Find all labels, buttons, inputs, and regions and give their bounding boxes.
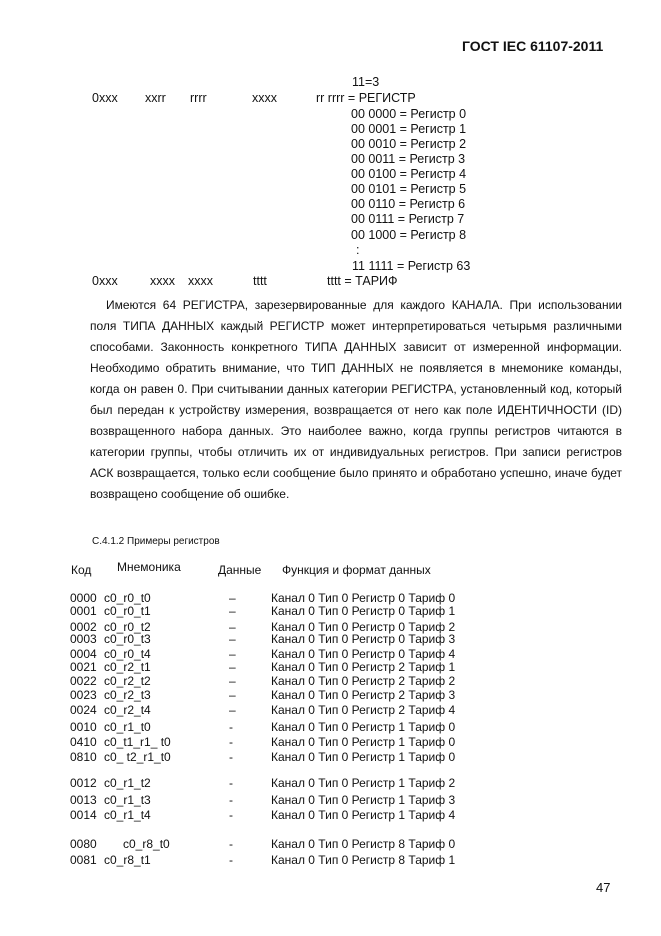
row-data: – bbox=[229, 620, 236, 634]
row-data: – bbox=[229, 674, 236, 688]
row-code: 0080 bbox=[70, 837, 97, 851]
row-function: Канал 0 Тип 0 Регистр 2 Тариф 2 bbox=[271, 674, 456, 688]
row-mnemonic: c0_r0_t2 bbox=[104, 620, 151, 634]
row-function: Канал 0 Тип 0 Регистр 0 Тариф 3 bbox=[271, 632, 456, 646]
row-function: Канал 0 Тип 0 Регистр 1 Тариф 2 bbox=[271, 776, 456, 790]
row-mnemonic: c0_r8_t1 bbox=[104, 853, 151, 867]
document-standard-code: ГОСТ IEC 61107-2011 bbox=[462, 38, 604, 54]
row-function: Канал 0 Тип 0 Регистр 2 Тариф 3 bbox=[271, 688, 456, 702]
row-data: – bbox=[229, 632, 236, 646]
row-function: Канал 0 Тип 0 Регистр 2 Тариф 4 bbox=[271, 703, 456, 717]
tariff-field-1: 0xxx bbox=[92, 274, 118, 288]
row-code: 0010 bbox=[70, 720, 97, 734]
register-line: 00 0000 = Регистр 0 bbox=[351, 107, 467, 121]
reg-field-2: xxrr bbox=[145, 91, 166, 105]
row-mnemonic: c0_r2_t2 bbox=[104, 674, 151, 688]
row-function: Канал 0 Тип 0 Регистр 8 Тариф 1 bbox=[271, 853, 456, 867]
row-data: - bbox=[229, 776, 233, 790]
row-data: - bbox=[229, 793, 233, 807]
register-line: 00 0110 = Регистр 6 bbox=[351, 197, 466, 211]
row-function: Канал 0 Тип 0 Регистр 1 Тариф 3 bbox=[271, 793, 456, 807]
body-paragraph: Имеются 64 РЕГИСТРА, зарезервированные для каждого КАНАЛА. При использовании поля ТИПА ДАННЫХ каждый РЕГИСТР может интерпретироваться четырьмя различными способами. Законность конкретного ТИПА ДАННЫХ зависит от измеренной информации. Необходимо обратить внимание, что ТИП ДАННЫХ не появляется в мнемонике команды, когда он равен 0. При считывании данных категории РЕГИСТРА, установленный код, который был передан к устройству измерения, возвращается от него как поле ИДЕНТИЧНОСТИ (ID) возвращенного набора данных. Это наиболее важно, когда группы регистров читаются в категории группы, чтобы отличить их от индивидуальных регистров. При записи регистров АСК возвращается, только если сообщение было принято и обработано успешно, иначе будет возвращено сообщение об ошибке. bbox=[90, 298, 622, 501]
row-mnemonic: c0_r2_t1 bbox=[104, 660, 151, 674]
row-data: – bbox=[229, 688, 236, 702]
subsection-title: С.4.1.2 Примеры регистров bbox=[92, 536, 220, 547]
row-data: – bbox=[229, 591, 236, 605]
row-data: – bbox=[229, 604, 236, 618]
row-data: - bbox=[229, 735, 233, 749]
row-mnemonic: c0_r1_t3 bbox=[104, 793, 151, 807]
row-mnemonic: c0_r1_t2 bbox=[104, 776, 151, 790]
row-data: - bbox=[229, 808, 233, 822]
row-data: – bbox=[229, 647, 236, 661]
row-data: - bbox=[229, 837, 233, 851]
row-mnemonic: c0_r2_t3 bbox=[104, 688, 151, 702]
row-code: 0014 bbox=[70, 808, 97, 822]
row-function: Канал 0 Тип 0 Регистр 8 Тариф 0 bbox=[271, 837, 456, 851]
register-line: 00 0010 = Регистр 2 bbox=[351, 137, 467, 151]
tariff-field-tariff: tttt = ТАРИФ bbox=[327, 274, 398, 288]
row-data: – bbox=[229, 703, 236, 717]
register-line: 00 0011 = Регистр 3 bbox=[351, 152, 466, 166]
register-line: 00 0111 = Регистр 7 bbox=[351, 212, 465, 226]
row-code: 0002 bbox=[70, 620, 97, 634]
page-number: 47 bbox=[596, 880, 611, 895]
row-code: 0003 bbox=[70, 632, 97, 646]
row-function: Канал 0 Тип 0 Регистр 1 Тариф 0 bbox=[271, 750, 456, 764]
row-function: Канал 0 Тип 0 Регистр 0 Тариф 2 bbox=[271, 620, 456, 634]
row-code: 0000 bbox=[70, 591, 97, 605]
row-function: Канал 0 Тип 0 Регистр 0 Тариф 4 bbox=[271, 647, 456, 661]
row-data: – bbox=[229, 660, 236, 674]
reg-field-3: rrrr bbox=[190, 91, 207, 105]
row-code: 0081 bbox=[70, 853, 97, 867]
row-function: Канал 0 Тип 0 Регистр 0 Тариф 0 bbox=[271, 591, 456, 605]
row-mnemonic: c0_ t2_r1_t0 bbox=[104, 750, 171, 764]
register-line-last: 11 1111 = Регистр 63 bbox=[352, 259, 471, 273]
row-mnemonic: c0_r1_t4 bbox=[104, 808, 151, 822]
row-code: 0810 bbox=[70, 750, 97, 764]
row-function: Канал 0 Тип 0 Регистр 1 Тариф 0 bbox=[271, 735, 456, 749]
row-code: 0013 bbox=[70, 793, 97, 807]
value-11-eq-3: 11=3 bbox=[352, 75, 380, 89]
register-line: 00 0101 = Регистр 5 bbox=[351, 182, 467, 196]
row-data: - bbox=[229, 750, 233, 764]
row-mnemonic: c0_r1_t0 bbox=[104, 720, 151, 734]
row-mnemonic: c0_r0_t3 bbox=[104, 632, 151, 646]
row-data: - bbox=[229, 853, 233, 867]
row-code: 0004 bbox=[70, 647, 97, 661]
row-function: Канал 0 Тип 0 Регистр 1 Тариф 0 bbox=[271, 720, 456, 734]
table-header-mnemonic: Мнемоника bbox=[117, 560, 181, 574]
register-line: 00 0100 = Регистр 4 bbox=[351, 167, 467, 181]
reg-field-4: xxxx bbox=[252, 91, 277, 105]
row-mnemonic: c0_r8_t0 bbox=[123, 837, 170, 851]
row-code: 0012 bbox=[70, 776, 97, 790]
row-code: 0024 bbox=[70, 703, 97, 717]
row-code: 0023 bbox=[70, 688, 97, 702]
row-mnemonic: c0_r0_t1 bbox=[104, 604, 151, 618]
row-function: Канал 0 Тип 0 Регистр 2 Тариф 1 bbox=[271, 660, 456, 674]
row-code: 0001 bbox=[70, 604, 97, 618]
row-mnemonic: c0_r0_t0 bbox=[104, 591, 151, 605]
reg-field-register: rr rrrr = РЕГИСТР bbox=[316, 91, 416, 105]
register-line: 00 0001 = Регистр 1 bbox=[351, 122, 467, 136]
row-code: 0021 bbox=[70, 660, 97, 674]
row-function: Канал 0 Тип 0 Регистр 1 Тариф 4 bbox=[271, 808, 456, 822]
reg-field-1: 0xxx bbox=[92, 91, 118, 105]
row-mnemonic: c0_r0_t4 bbox=[104, 647, 151, 661]
row-code: 0022 bbox=[70, 674, 97, 688]
table-header-data: Данные bbox=[218, 563, 262, 577]
table-header-code: Код bbox=[71, 563, 92, 577]
tariff-field-3: xxxx bbox=[188, 274, 213, 288]
row-function: Канал 0 Тип 0 Регистр 0 Тариф 1 bbox=[271, 604, 456, 618]
row-mnemonic: c0_r2_t4 bbox=[104, 703, 151, 717]
tariff-field-2: xxxx bbox=[150, 274, 175, 288]
tariff-field-4: tttt bbox=[253, 274, 267, 288]
register-line: 00 1000 = Регистр 8 bbox=[351, 228, 467, 242]
row-code: 0410 bbox=[70, 735, 97, 749]
row-data: - bbox=[229, 720, 233, 734]
register-ellipsis: : bbox=[356, 243, 360, 257]
row-mnemonic: c0_t1_r1_ t0 bbox=[104, 735, 171, 749]
table-header-function: Функция и формат данных bbox=[282, 563, 431, 577]
